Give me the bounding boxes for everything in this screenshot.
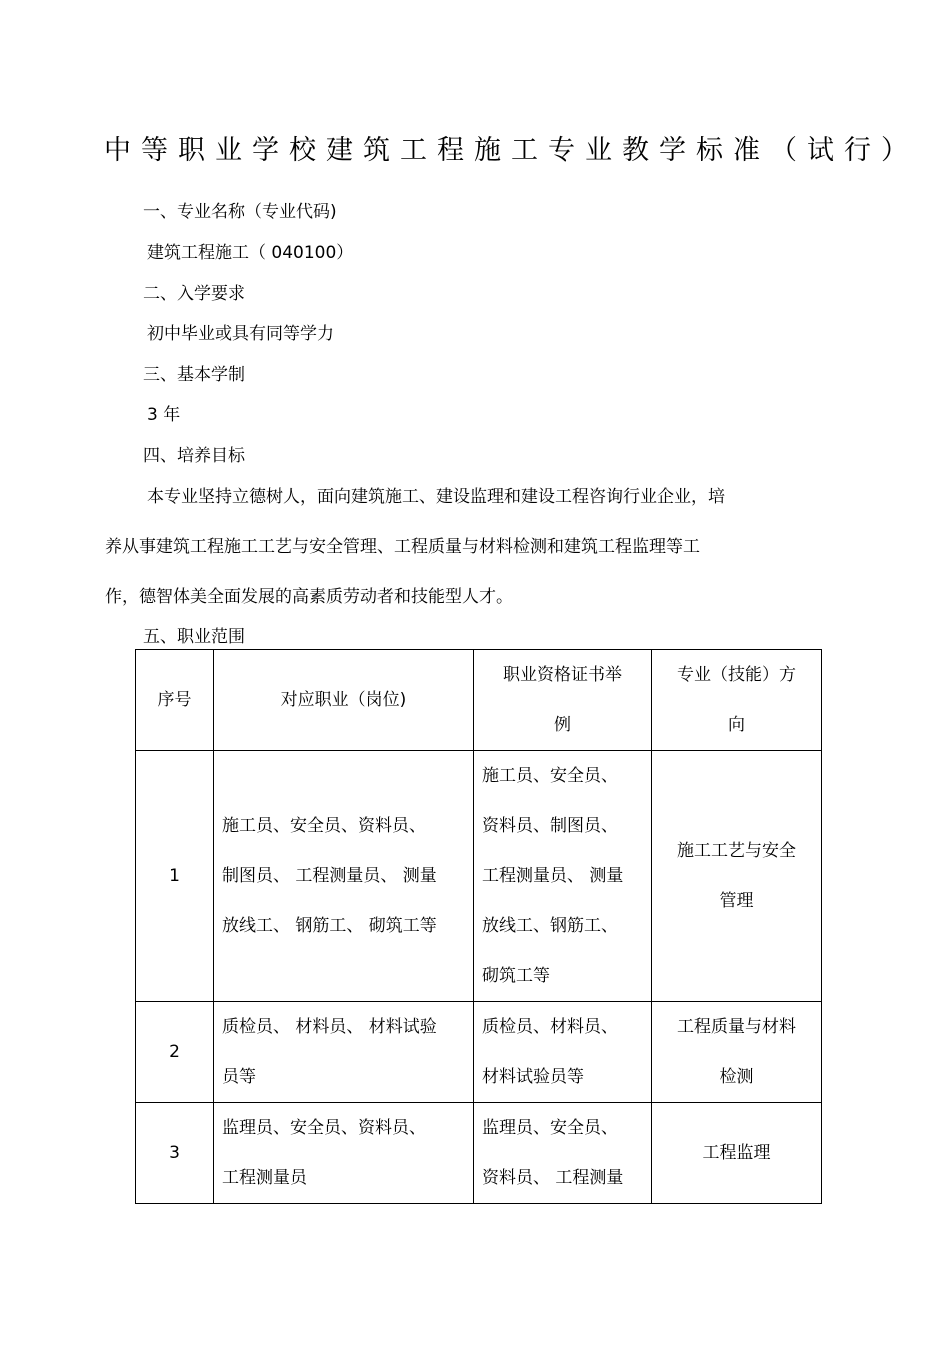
duration-text: 3 年 [147,405,181,425]
goal-line-2: 养从事建筑工程施工工艺与安全管理、工程质量与材料检测和建筑工程监理等工 [105,537,700,557]
header-direction: 专业（技能）方 向 [652,650,822,751]
duration-heading: 三、基本学制 [143,365,245,385]
table-header-row [136,650,822,751]
admission-heading: 二、入学要求 [143,284,245,304]
scope-heading: 五、职业范围 [143,627,245,647]
goal-heading: 四、培养目标 [143,446,245,466]
row-cert: 施工员、安全员、 资料员、制图员、 工程测量员、 测量 放线工、钢筋工、 砌筑工等 [474,751,652,1002]
table-row [136,1002,822,1103]
row-direction: 施工工艺与安全 管理 [652,751,822,1002]
goal-line-1: 本专业坚持立德树人，面向建筑施工、建设监理和建设工程咨询行业企业，培 [147,487,725,507]
row-job: 施工员、安全员、资料员、 制图员、 工程测量员、 测量 放线工、 钢筋工、 砌筑工等 [214,751,474,1002]
header-job: 对应职业（岗位) [214,650,474,751]
major-name-heading: 一、专业名称（专业代码) [143,202,337,222]
row-no: 2 [136,1002,214,1103]
row-direction: 工程质量与材料 检测 [652,1002,822,1103]
row-cert: 质检员、材料员、 材料试验员等 [474,1002,652,1103]
row-job: 监理员、安全员、资料员、 工程测量员 [214,1103,474,1204]
admission-text: 初中毕业或具有同等学力 [147,324,334,344]
row-job: 质检员、 材料员、 材料试验 员等 [214,1002,474,1103]
header-no: 序号 [136,650,214,751]
header-cert: 职业资格证书举 例 [474,650,652,751]
row-no: 3 [136,1103,214,1204]
table-row [136,1103,822,1204]
major-name: 建筑工程施工（ 040100） [147,243,354,263]
row-no: 1 [136,751,214,1002]
page-title: 中等职业学校建筑工程施工专业教学标准（试行） [104,135,918,166]
goal-line-3: 作，德智体美全面发展的高素质劳动者和技能型人才。 [105,587,513,607]
row-cert: 监理员、安全员、 资料员、 工程测量 [474,1103,652,1204]
table-row [136,751,822,1002]
row-direction: 工程监理 [652,1103,822,1204]
career-scope-table [135,649,822,1204]
